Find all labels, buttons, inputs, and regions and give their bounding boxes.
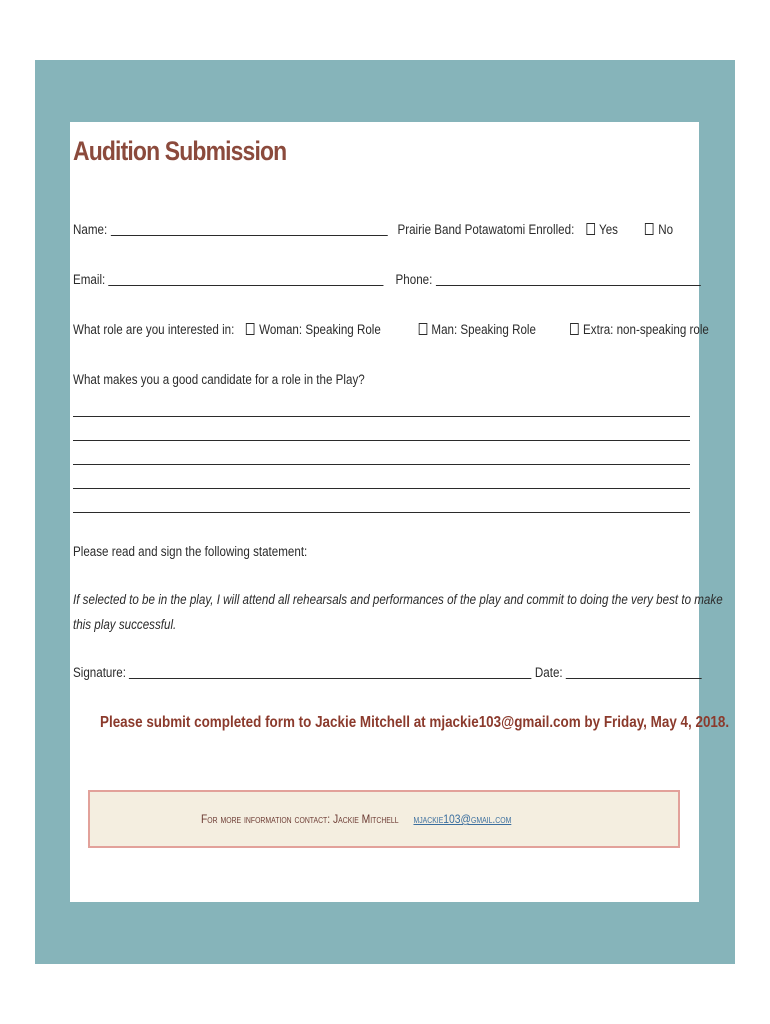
answer-line[interactable]: [73, 464, 690, 465]
page-title: Audition Submission: [73, 136, 287, 166]
answer-line[interactable]: [73, 440, 690, 441]
role-label: What role are you interested in:: [73, 322, 235, 337]
date-field[interactable]: [566, 665, 702, 679]
name-field[interactable]: [110, 222, 387, 236]
phone-field[interactable]: [436, 272, 701, 286]
answer-line[interactable]: [73, 512, 690, 513]
enrolled-yes-checkbox[interactable]: [586, 223, 595, 235]
role-woman-label: Woman: Speaking Role: [259, 322, 381, 337]
name-row: [73, 222, 673, 237]
date-label: Date:: [534, 665, 563, 680]
enrolled-yes-label: Yes: [599, 222, 618, 237]
signature-label: Signature:: [73, 665, 126, 680]
role-extra-label: Extra: non-speaking role: [583, 322, 709, 337]
signature-field[interactable]: [129, 665, 531, 679]
contact-email-link[interactable]: mjackie103@gmail.com: [413, 812, 512, 826]
statement-intro: Please read and sign the following statement:: [73, 544, 308, 559]
contact-line: [201, 812, 511, 826]
audition-form: [70, 122, 730, 902]
role-extra-checkbox[interactable]: [570, 323, 579, 335]
role-woman-checkbox[interactable]: [246, 323, 255, 335]
role-man-label: Man: Speaking Role: [431, 322, 536, 337]
role-man-checkbox[interactable]: [418, 323, 427, 335]
email-field[interactable]: [109, 272, 384, 286]
enrolled-label: Prairie Band Potawatomi Enrolled:: [397, 222, 575, 237]
enrolled-no-label: No: [658, 222, 674, 237]
enrolled-no-checkbox[interactable]: [645, 223, 654, 235]
contact-box: [88, 790, 680, 848]
answer-line[interactable]: [73, 416, 690, 417]
phone-label: Phone:: [395, 272, 433, 287]
name-label: Name:: [73, 222, 108, 237]
role-row: [73, 322, 709, 337]
statement-line-1: If selected to be in the play, I will attend all rehearsals and performances of the play and commit to doing the very best to make: [73, 592, 723, 607]
candidate-question: What makes you a good candidate for a role in the Play?: [73, 372, 365, 387]
signature-row: [73, 665, 702, 680]
contact-text: For more information contact: Jackie Mitchell: [201, 812, 399, 826]
statement-line-2: this play successful.: [73, 617, 177, 632]
submit-instructions: Please submit completed form to Jackie Mitchell at mjackie103@gmail.com by Friday, May 4, 2018.: [100, 714, 730, 731]
email-row: [73, 272, 700, 287]
answer-line[interactable]: [73, 488, 690, 489]
email-label: Email:: [73, 272, 106, 287]
